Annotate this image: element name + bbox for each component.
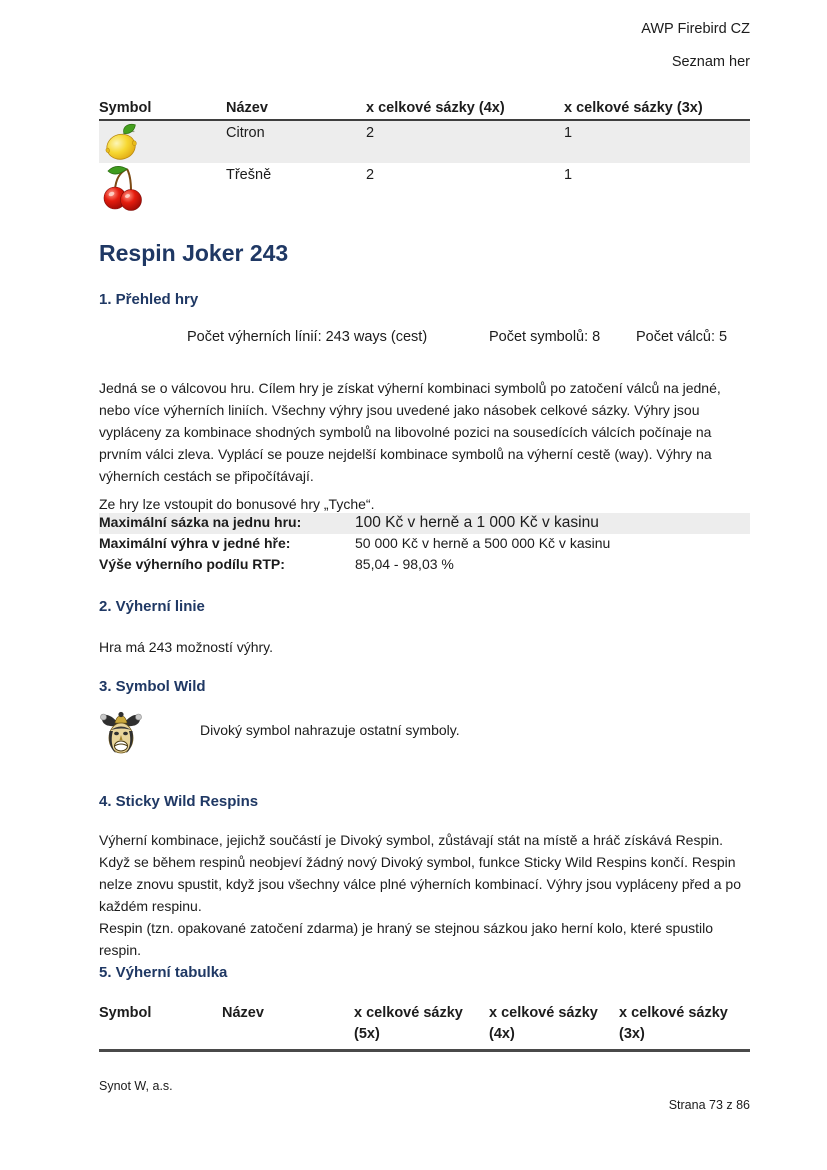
footer-company: Synot W, a.s. <box>99 1079 173 1093</box>
symbol-cell <box>99 163 226 216</box>
wild-symbol-cell <box>100 709 144 759</box>
paytable-bottom-header-row <box>99 1003 750 1052</box>
header-line: x celkové sázky <box>354 1005 463 1021</box>
joker-wild-icon <box>100 709 142 757</box>
bonus-note: Ze hry lze vstoupit do bonusové hry „Tyche“. <box>99 496 375 512</box>
column-header-name <box>222 1003 354 1045</box>
column-header-3x: x celkové sázky (3x) <box>564 100 703 116</box>
column-header-5x <box>354 1003 489 1045</box>
win-3x-value: 1 <box>564 167 573 183</box>
column-header-3x <box>619 1003 750 1045</box>
sticky-paragraph-2: Respin (tzn. opakované zatočení zdarma) je hraný se stejnou sázkou jako herní kolo, které spustilo respin. <box>99 920 713 958</box>
header-line: x celkové sázky <box>619 1005 728 1021</box>
overview-paragraph: Jedná se o válcovou hru. Cílem hry je získat výherní kombinaci symbolů po zatočení válců na jedné, nebo více výherních liniích. Všechny výhry jsou uvedené jako násobek celkové sázky. Výhry jsou vypláceny za kombinace shodných symbolů na libovolné pozici na sousedících válcích počínaje na prvním válci zleva. Vyplácí se pouze nejdelší kombinace symbolů na výherní cestě (way). Výhry na výherních cestách se připočítávají. <box>99 380 721 484</box>
fact-label: Maximální sázka na jednu hru: <box>99 514 302 530</box>
winlines-count: Počet výherních línií: 243 ways (cest) <box>187 329 428 345</box>
win-4x-value: 2 <box>366 125 375 141</box>
column-header-4x: x celkové sázky (4x) <box>366 100 505 116</box>
fact-row-max-bet <box>99 513 750 534</box>
paytable-top <box>99 100 750 219</box>
cherries-icon <box>102 164 144 212</box>
fact-row-max-win <box>99 534 750 555</box>
symbol-name: Třešně <box>226 167 272 183</box>
lemon-icon <box>102 122 142 162</box>
paytable-bottom <box>99 1003 750 1052</box>
wild-description: Divoký symbol nahrazuje ostatní symboly. <box>200 722 460 738</box>
paytable-top-header-row <box>99 100 750 121</box>
column-header-4x <box>489 1003 619 1045</box>
document-title: AWP Firebird CZ <box>641 21 750 37</box>
column-header-name: Název <box>226 100 268 116</box>
winlines-text: Hra má 243 možností výhry. <box>99 639 274 655</box>
header-line: (3x) <box>619 1026 645 1042</box>
header-line: Název <box>222 1005 264 1021</box>
running-header <box>641 21 750 70</box>
symbols-count: Počet symbolů: 8 <box>489 329 601 345</box>
win-4x-value: 2 <box>366 167 375 183</box>
table-row <box>99 163 750 219</box>
column-header-symbol: Symbol <box>99 100 152 116</box>
fact-value: 100 Kč v herně a 1 000 Kč v kasinu <box>355 514 599 531</box>
header-line: (5x) <box>354 1026 380 1042</box>
fact-label: Výše výherního podílu RTP: <box>99 556 285 572</box>
column-header-symbol <box>99 1003 222 1045</box>
fact-label: Maximální výhra v jedné hře: <box>99 535 291 551</box>
table-row <box>99 121 750 163</box>
fact-row-rtp <box>99 555 750 576</box>
symbol-name: Citron <box>226 125 265 141</box>
section-heading-paytable: 5. Výherní tabulka <box>99 964 228 981</box>
section-heading-winlines: 2. Výherní linie <box>99 598 205 615</box>
game-facts-table <box>99 513 750 576</box>
header-line: x celkové sázky <box>489 1005 598 1021</box>
document-subtitle: Seznam her <box>671 54 750 70</box>
sticky-paragraph-1: Výherní kombinace, jejichž součástí je Divoký symbol, zůstávají stát na místě a hráč získává Respin. Když se během respinů neobjeví žádný nový Divoký symbol, funkce Sticky Wild Respins končí. Respin nelze znovu spustit, když jsou všechny válce plné výherních kombinací. Výhry jsou vypláceny před a po každém respinu. <box>99 832 741 914</box>
overview-info-line <box>99 329 759 347</box>
section-heading-wild: 3. Symbol Wild <box>99 678 206 695</box>
section-heading-overview: 1. Přehled hry <box>99 291 199 308</box>
fact-value: 85,04 - 98,03 % <box>355 556 454 572</box>
page-title: Respin Joker 243 <box>99 240 289 266</box>
header-line: (4x) <box>489 1026 515 1042</box>
reels-count: Počet válců: 5 <box>636 329 728 345</box>
footer-page-number: Strana 73 z 86 <box>668 1098 750 1112</box>
header-line: Symbol <box>99 1005 152 1021</box>
section-heading-sticky: 4. Sticky Wild Respins <box>99 793 259 810</box>
symbol-cell <box>99 121 226 166</box>
win-3x-value: 1 <box>564 125 573 141</box>
fact-value: 50 000 Kč v herně a 500 000 Kč v kasinu <box>355 535 611 551</box>
sticky-paragraph <box>99 829 755 961</box>
